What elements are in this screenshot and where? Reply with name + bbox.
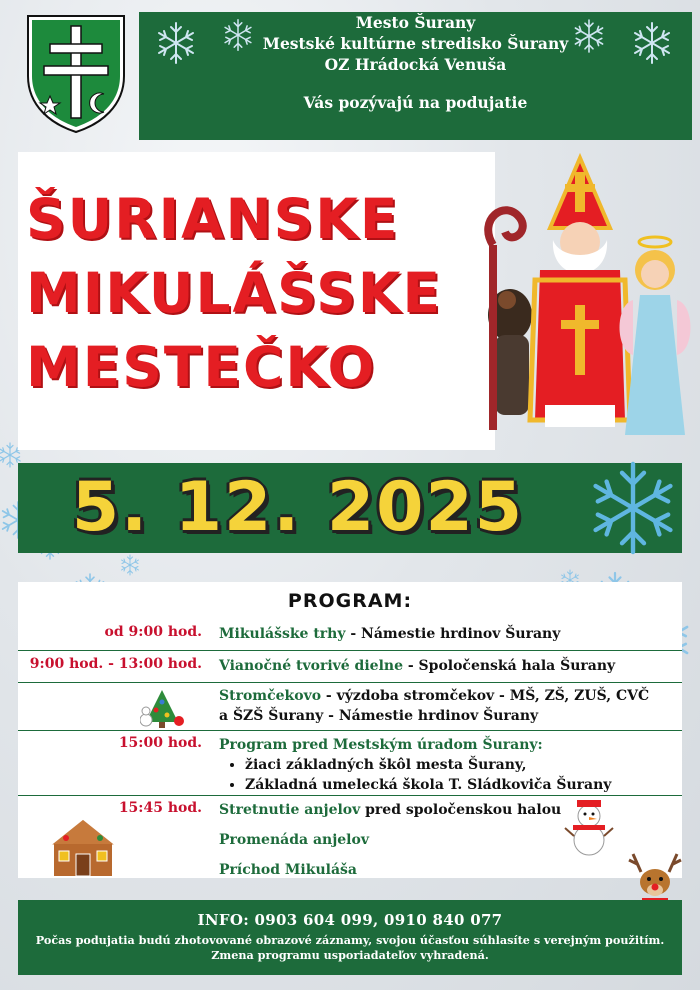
snowflake-icon xyxy=(151,18,201,68)
org-line-2: Mestské kultúrne stredisko Šurany xyxy=(262,34,569,53)
program-extra: Promenáda anjelov xyxy=(219,832,369,848)
bullet-item: • Základná umelecká škola T. Sládkoviča Šurany xyxy=(245,775,679,795)
program-heading: PROGRAM: xyxy=(287,590,413,612)
snowman-icon xyxy=(563,796,615,858)
program-desc: Stromčekovo - výzdoba stromčekov - MŠ, ZŠ, ZUŠ, CVČ a ŠZŠ Šurany - Námestie hrdinov Šurany xyxy=(219,688,650,724)
program-time: 9:00 hod. - 13:00 hod. xyxy=(29,656,202,672)
gingerbread-house-icon xyxy=(46,816,120,878)
christmas-tree-icon xyxy=(140,688,184,730)
bullet-item: • žiaci základných škôl mesta Šurany, xyxy=(245,755,679,775)
event-title-box xyxy=(18,152,495,450)
info-contacts: INFO: 0903 604 099, 0910 840 077 xyxy=(197,911,503,929)
program-desc: Mikulášske trhy - Námestie hrdinov Šurany xyxy=(219,626,561,642)
divider xyxy=(18,682,682,683)
snowflake-icon xyxy=(578,453,688,563)
program-box xyxy=(18,582,682,878)
org-line-1: Mesto Šurany xyxy=(355,13,476,32)
notice-text: Počas podujatia budú zhotovované obrazové záznamy, svojou účasťou súhlasíte s verejným použitím. Zmena programu usporiadateľov vyhradená. xyxy=(35,933,665,962)
footer-box xyxy=(18,900,682,975)
date-band xyxy=(18,463,682,553)
program-desc: Program pred Mestským úradom Šurany: • žiaci základných škôl mesta Šurany, • Základná umelecká škola T. Sládkoviča Šurany xyxy=(219,735,679,795)
title-line-1: ŠURIANSKE xyxy=(26,187,400,251)
town-crest-icon xyxy=(26,14,126,134)
title-line-2: MIKULÁŠSKE xyxy=(26,261,443,325)
program-desc: Vianočné tvorivé dielne - Spoločenská hala Šurany xyxy=(219,658,616,674)
saint-nicholas-figure-icon xyxy=(530,158,630,427)
program-time: 15:45 hod. xyxy=(118,800,202,816)
angel-figure-icon xyxy=(620,237,691,435)
snowflake-icon xyxy=(219,16,257,54)
divider xyxy=(18,730,682,731)
snowflake-icon xyxy=(569,16,609,56)
program-desc: Stretnutie anjelov pred spoločenskou halou Promenáda anjelov Príchod Mikuláša xyxy=(219,800,679,880)
characters-illustration xyxy=(475,150,700,440)
program-time: 15:00 hod. xyxy=(118,735,202,751)
invite-text: Vás pozývajú na podujatie xyxy=(303,93,528,112)
snowflake-icon xyxy=(627,18,677,68)
event-date: 5. 12. 2025 xyxy=(71,468,525,547)
org-line-3: OZ Hrádocká Venuša xyxy=(324,55,507,74)
program-time: od 9:00 hod. xyxy=(104,624,202,640)
divider xyxy=(18,650,682,651)
program-extra: Príchod Mikuláša xyxy=(219,862,357,878)
organizers-box xyxy=(139,12,692,140)
title-line-3: MESTEČKO xyxy=(26,335,377,399)
